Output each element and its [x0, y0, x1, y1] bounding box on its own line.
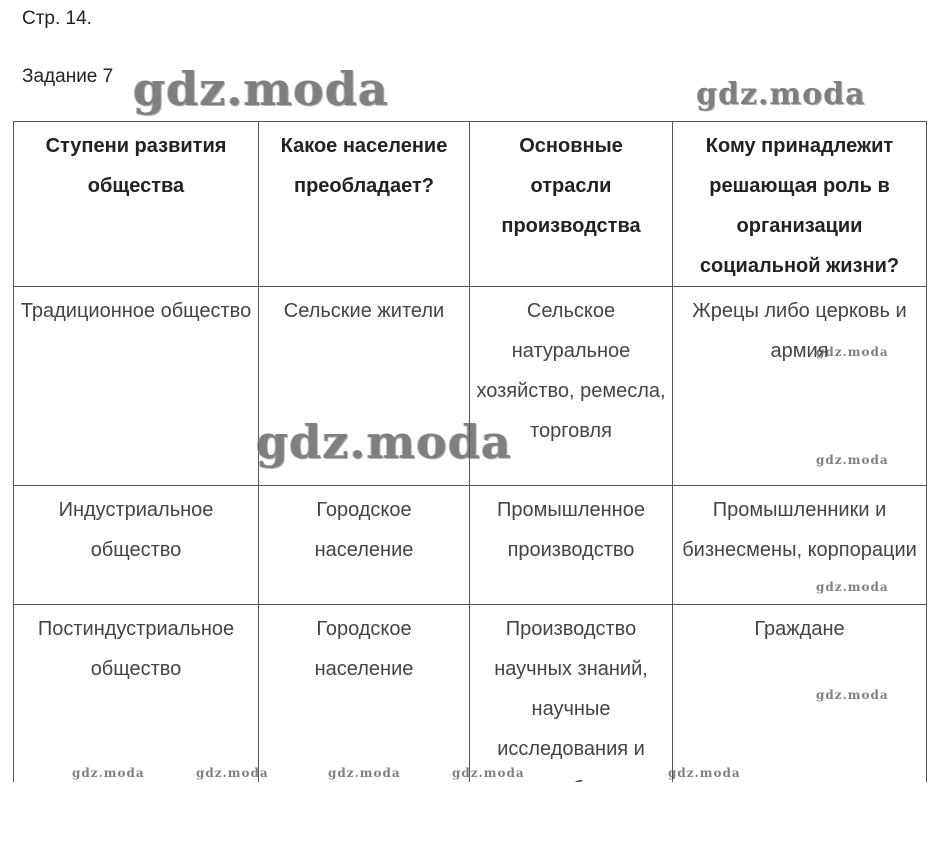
cropped-bottom — [0, 782, 938, 861]
watermark: gdz.moda — [816, 453, 889, 467]
header-cell: Кому принадлежит решающая роль в организации социальной жизни? — [673, 122, 927, 287]
watermark: gdz.moda — [133, 62, 389, 116]
watermark: gdz.moda — [668, 766, 741, 780]
header-cell: Основные отрасли производства — [470, 122, 673, 287]
table-cell: Сельское натуральное хозяйство, ремесла, торговля — [470, 287, 673, 486]
watermark: gdz.moda — [328, 766, 401, 780]
table-cell: Производство научных знаний, научные исследования и — [470, 605, 673, 810]
page-number: Стр. 14. — [22, 8, 92, 29]
header-cell: Какое население преобладает? — [259, 122, 470, 287]
watermark: gdz.moda — [256, 415, 512, 469]
table-cell: Граждане — [673, 605, 927, 810]
table-header-row — [14, 122, 927, 287]
table-cell: Жрецы либо церковь и армия — [673, 287, 927, 486]
watermark: gdz.moda — [816, 688, 889, 702]
watermark: gdz.moda — [452, 766, 525, 780]
watermark: gdz.moda — [816, 345, 889, 359]
watermark: gdz.moda — [816, 580, 889, 594]
table-cell: Индустриальное общество — [14, 486, 259, 605]
table-row — [14, 486, 927, 605]
table-cell: Промышленники и бизнесмены, корпорации — [673, 486, 927, 605]
table-cell: Промышленное производство — [470, 486, 673, 605]
table-cell: Городское население — [259, 605, 470, 810]
header-cell: Ступени развития общества — [14, 122, 259, 287]
table-cell: Постиндустриальное общество — [14, 605, 259, 810]
table-cell: Городское население — [259, 486, 470, 605]
table-cell: Традиционное общество — [14, 287, 259, 486]
task-title: Задание 7 — [22, 66, 114, 87]
watermark: gdz.moda — [696, 77, 866, 112]
watermark: gdz.moda — [72, 766, 145, 780]
watermark: gdz.moda — [196, 766, 269, 780]
table-cell: Сельские жители — [259, 287, 470, 486]
